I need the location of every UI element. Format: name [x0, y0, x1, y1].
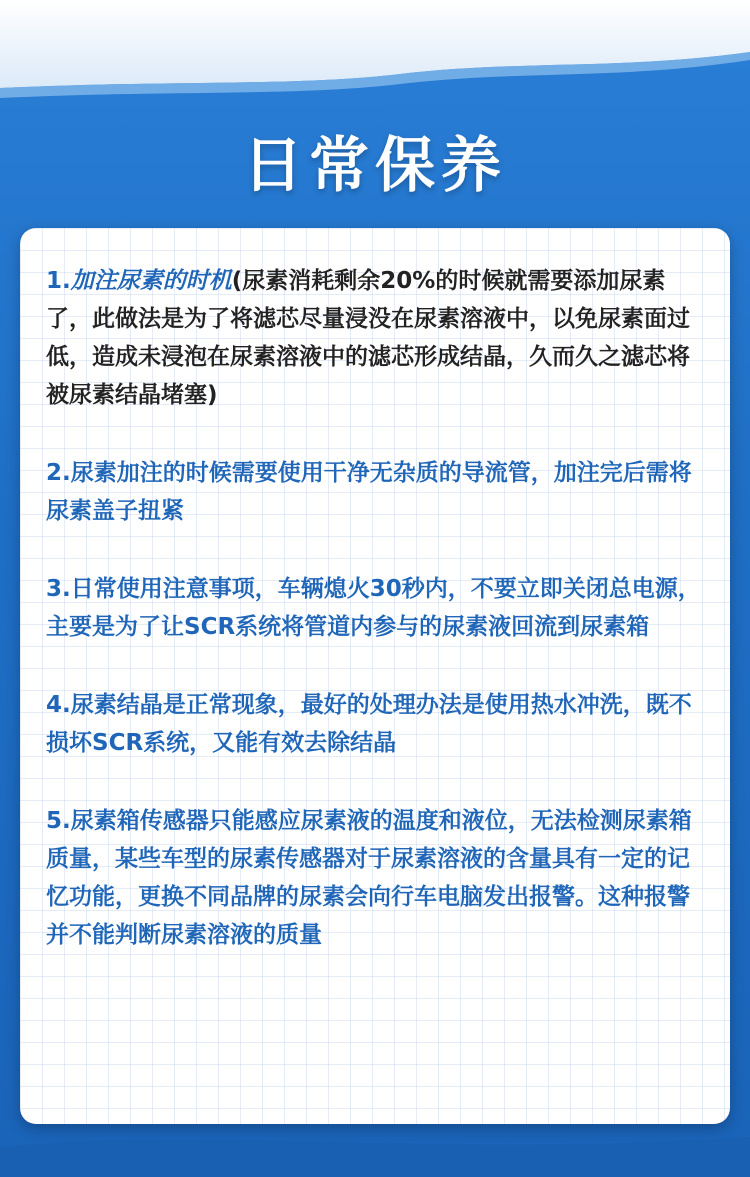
bottom-wave-decoration — [0, 1117, 750, 1177]
item-highlight: 加注尿素的时机 — [70, 268, 232, 294]
item-text: 尿素结晶是正常现象，最好的处理办法是使用热水冲洗，既不损坏SCR系统，又能有效去除结晶 — [46, 692, 692, 756]
top-wave-decoration — [0, 0, 750, 100]
card-content — [46, 262, 710, 994]
item-text: 尿素箱传感器只能感应尿素液的温度和液位，无法检测尿素箱质量，某些车型的尿素传感器对于尿素溶液的含量具有一定的记忆功能，更换不同品牌的尿素会向行车电脑发出报警。这种报警并不能判断尿素溶液的质量 — [46, 808, 692, 948]
item-number: 1. — [46, 268, 71, 294]
item-number: 3. — [46, 576, 71, 602]
page-title: 日常保养 — [243, 131, 507, 201]
item-text: (尿素消耗剩余20%的时候就需要添加尿素了，此做法是为了将滤芯尽量浸没在尿素溶液中，以免尿素面过低，造成未浸泡在尿素溶液中的滤芯形成结晶，久而久之滤芯将被尿素结晶堵塞) — [46, 268, 690, 408]
content-card — [20, 228, 730, 1124]
item-number: 2. — [46, 460, 71, 486]
list-item-3 — [46, 570, 710, 646]
list-item-1 — [46, 262, 710, 414]
item-number: 5. — [46, 808, 71, 834]
item-text: 日常使用注意事项，车辆熄火30秒内，不要立即关闭总电源，主要是为了让SCR系统将管道内参与的尿素液回流到尿素箱 — [46, 576, 701, 640]
list-item-4 — [46, 686, 710, 762]
item-number: 4. — [46, 692, 71, 718]
list-item-2 — [46, 454, 710, 530]
item-text: 尿素加注的时候需要使用干净无杂质的导流管，加注完后需将尿素盖子扭紧 — [46, 460, 692, 524]
list-item-5 — [46, 802, 710, 954]
